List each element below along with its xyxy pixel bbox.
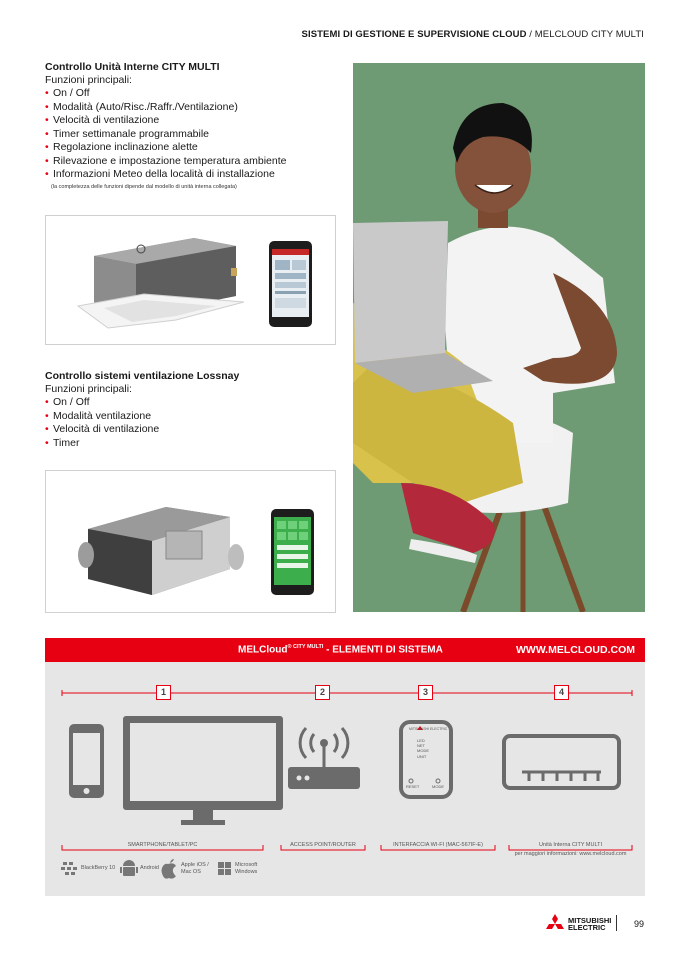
monitor-icon xyxy=(123,716,283,825)
city-multi-section xyxy=(45,61,335,190)
indoor-unit-icon xyxy=(504,736,619,788)
interface-label: UNIT xyxy=(417,753,427,759)
interface-mode-label: MODE xyxy=(432,784,444,789)
list-item: • Timer xyxy=(45,437,335,451)
list-item: • Regolazione inclinazione alette xyxy=(45,141,335,155)
lossnay-product-image xyxy=(45,470,336,613)
caption-interface: INTERFACCIA WI-FI (MAC-567IF-E) xyxy=(393,842,483,848)
header-section-bold: SISTEMI DI GESTIONE E SUPERVISIONE CLOUD xyxy=(301,29,527,40)
list-item: • On / Off xyxy=(45,87,335,101)
step-number-1: 1 xyxy=(156,685,171,700)
mitsubishi-logo-icon xyxy=(545,914,565,932)
header-section-rest: / MELCLOUD CITY MULTI xyxy=(526,29,644,40)
brand-name-line2: ELECTRIC xyxy=(568,923,606,932)
blackberry-icon xyxy=(61,862,77,875)
lossnay-illustration xyxy=(46,471,337,614)
lossnay-subtitle: Funzioni principali: xyxy=(45,383,132,395)
list-item: • Timer settimanale programmabile xyxy=(45,128,335,142)
interface-brand: MITSUBISHI ELECTRIC xyxy=(409,727,448,731)
city-multi-function-list xyxy=(45,87,335,182)
caption-indoor-unit: Unità Interna CITY MULTI xyxy=(538,842,603,848)
brand-name xyxy=(568,917,611,931)
page-header xyxy=(302,29,644,40)
list-item: • Informazioni Meteo della località di installazione xyxy=(45,168,335,182)
city-multi-footnote: (la completezza delle funzioni dipende dal modello di unità interna collegata) xyxy=(51,183,237,190)
os-apple-label-line: Apple iOS / xyxy=(181,862,209,868)
page-number: 99 xyxy=(634,919,645,929)
caption-router: ACCESS POINT/ROUTER xyxy=(290,842,356,848)
lossnay-function-list xyxy=(45,396,335,450)
interface-label: NET xyxy=(417,743,425,749)
cassette-illustration xyxy=(46,216,337,346)
cassette-product-image xyxy=(45,215,336,345)
list-item: • Modalità ventilazione xyxy=(45,410,335,424)
step-number-3: 3 xyxy=(418,685,433,700)
os-blackberry-label: BlackBerry 10 xyxy=(81,865,116,871)
os-windows-label-line: Microsoft xyxy=(235,862,258,868)
man-with-laptop-illustration xyxy=(353,63,645,612)
brand-name-line1: MITSUBISHI xyxy=(568,916,612,925)
list-item: • Rilevazione e impostazione temperatura ambiente xyxy=(45,155,335,169)
diagram-title-sup: ® CITY MULTI xyxy=(287,644,324,650)
interface-label: LED xyxy=(417,738,425,743)
city-multi-subtitle: Funzioni principali: xyxy=(45,74,132,86)
hero-photo xyxy=(353,63,645,612)
apple-icon xyxy=(162,859,177,879)
step-number-2: 2 xyxy=(315,685,330,700)
smartphone-icon xyxy=(69,724,104,798)
list-item: • Velocità di ventilazione xyxy=(45,423,335,437)
caption-indoor-unit-note: per maggiori informazioni: www.melcloud.com xyxy=(514,851,627,857)
diagram-title-brand: MELCloud xyxy=(238,644,288,656)
lossnay-section xyxy=(45,370,335,450)
caption-devices: SMARTPHONE/TABLET/PC xyxy=(127,842,198,848)
os-windows-label-line: Windows xyxy=(235,869,258,875)
list-item: • Modalità (Auto/Risc./Raffr./Ventilazione) xyxy=(45,101,335,115)
city-multi-title: Controllo Unità Interne CITY MULTI xyxy=(45,61,220,73)
interface-label: MODE xyxy=(417,748,429,754)
system-elements-diagram xyxy=(45,638,645,896)
lossnay-title: Controllo sistemi ventilazione Lossnay xyxy=(45,370,240,382)
footer-divider xyxy=(616,915,617,931)
os-android-label: Android xyxy=(140,865,159,871)
melcloud-url: WWW.MELCLOUD.COM xyxy=(516,644,635,656)
os-apple-label-line: Mac OS xyxy=(181,869,201,875)
diagram-title-rest: - ELEMENTI DI SISTEMA xyxy=(323,644,443,656)
list-item: • Velocità di ventilazione xyxy=(45,114,335,128)
list-item: • On / Off xyxy=(45,396,335,410)
android-icon xyxy=(120,860,138,876)
os-apple-label xyxy=(181,862,209,876)
interface-led-labels xyxy=(417,738,429,759)
interface-reset-label: RESET xyxy=(406,784,420,789)
step-number-4: 4 xyxy=(554,685,569,700)
router-icon xyxy=(288,728,360,789)
windows-icon xyxy=(218,862,231,875)
os-windows-label xyxy=(235,862,257,876)
